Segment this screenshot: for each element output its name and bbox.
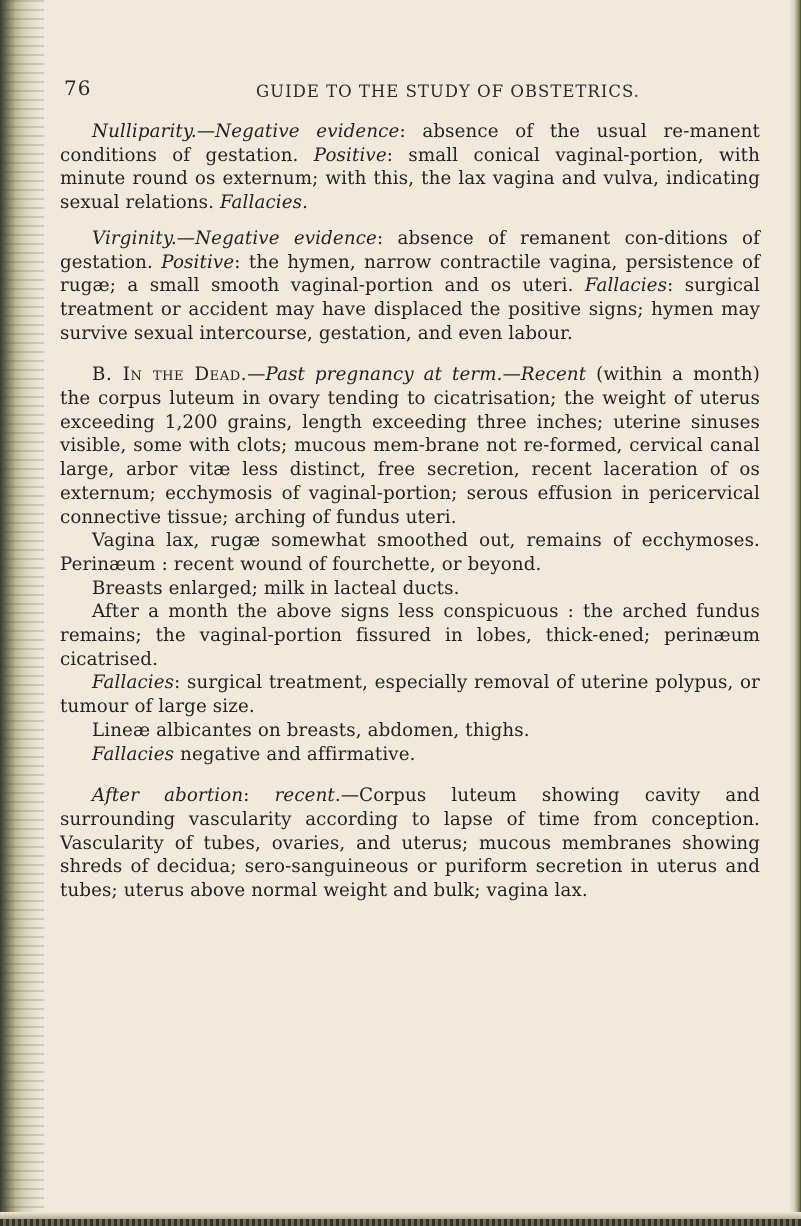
paragraph-vagina: Vagina lax, rugæ somewhat smoothed out, remains of ecchymoses. Perinæum : recent wound of fourchette, or beyond. xyxy=(60,530,760,575)
heading-virginity: Virginity. xyxy=(92,227,177,249)
paragraph-lineae: Lineæ albicantes on breasts, abdomen, thighs. xyxy=(92,719,530,741)
paragraph-fallacies-surgical: Fallacies: surgical treatment, especially removal of uterine polypus, or tumour of large size. xyxy=(60,672,760,718)
heading-nulliparity: Nulliparity. xyxy=(92,121,197,142)
book-spine-shadow xyxy=(0,0,44,1226)
body-text xyxy=(60,120,760,903)
running-title: GUIDE TO THE STUDY OF OBSTETRICS. xyxy=(256,82,640,101)
book-page xyxy=(60,76,760,903)
paragraph-fallacies-negative: Fallacies negative and affirmative. xyxy=(92,743,416,765)
section-label: B. xyxy=(92,364,123,386)
running-header xyxy=(60,76,760,106)
paragraph-in-the-dead: B. In the Dead.—Past pregnancy at term.—Recent (within a month) the corpus luteum in ovary tending to cicatrisation; the weight of uterus exceeding 1,200 grains, length exceeding three inches; uterine sinuses visible, some with clots; mucous mem-brane not re-formed, cervical canal large, arbor vitæ less distinct, free secretion, recent laceration of os externum; ecchymosis of vaginal-portion; serous effusion in pericervical connective tissue; arching of fundus uteri. xyxy=(60,364,761,528)
page-number: 76 xyxy=(64,76,92,100)
section-heading-in-the-dead: In the Dead. xyxy=(122,364,248,386)
paragraph-after-month: After a month the above signs less conspicuous : the arched fundus remains; the vaginal-portion fissured in lobes, thick-ened; perinæum cicatrised. xyxy=(60,601,760,670)
paragraph-breasts: Breasts enlarged; milk in lacteal ducts. xyxy=(92,577,460,599)
page-bottom-edge xyxy=(0,1212,801,1226)
paragraph-after-abortion: After abortion: recent.—Corpus luteum showing cavity and surrounding vascularity according to lapse of time from conception. Vascularity of tubes, ovaries, and uterus; mucous membranes showing shreds of decidua; sero-sanguineous or puriform secretion in uterus and tubes; uterus above normal weight and bulk; vagina lax. xyxy=(60,785,760,902)
paragraph-virginity: Virginity.—Negative evidence: absence of remanent con-ditions of gestation. Positive: the hymen, narrow contractile vagina, persistence of rugæ; a small smooth vaginal-portion and os uteri. Fallacies: surgical treatment or accident may have displaced the positive signs; hymen may survive sexual intercourse, gestation, and even labour. xyxy=(60,227,760,344)
page-right-edge xyxy=(789,0,801,1226)
paragraph-nulliparity: Nulliparity.—Negative evidence: absence of the usual re-manent conditions of gestation. Positive: small conical vaginal-portion, with minute round os externum; with this, the lax vagina and vulva, indicating sexual relations. Fallacies. xyxy=(60,121,760,214)
